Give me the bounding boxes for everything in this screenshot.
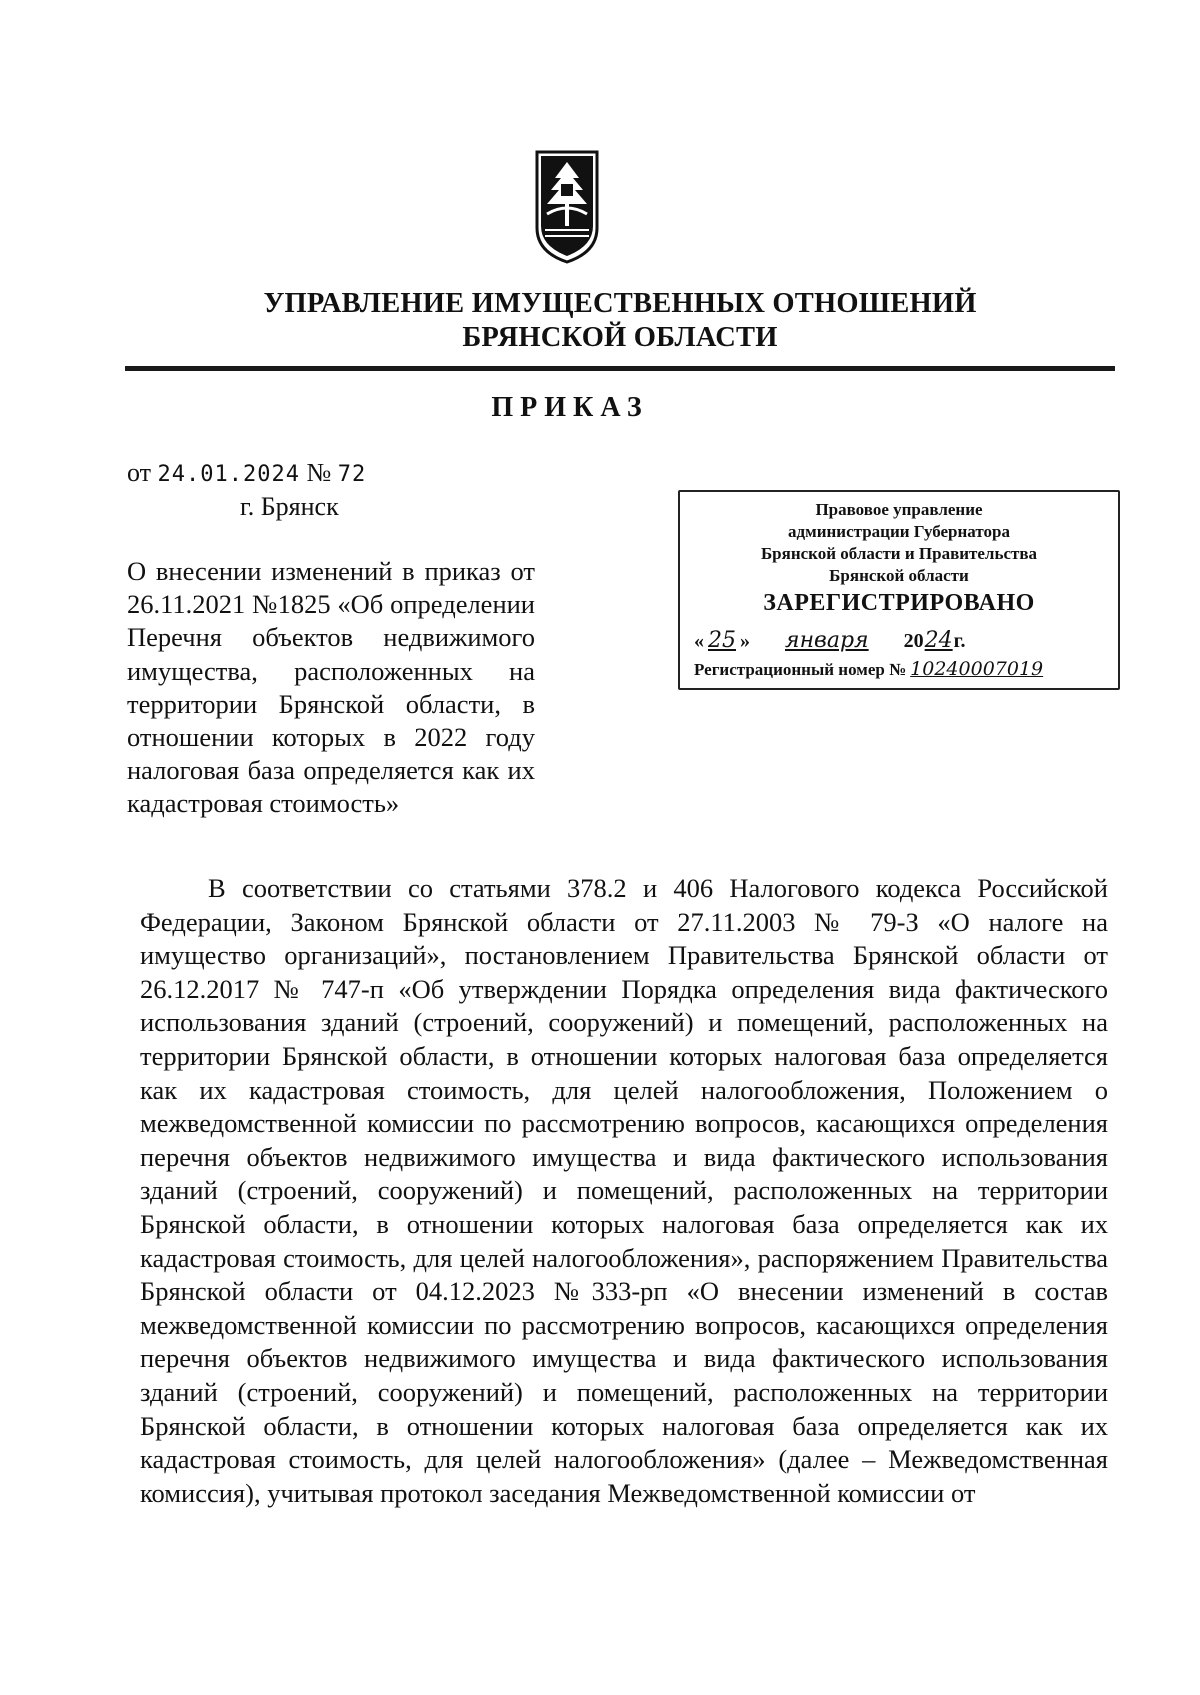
registration-stamp — [678, 490, 1120, 690]
stamp-year-prefix: 20 — [903, 630, 924, 652]
order-number-handwritten: 72 — [337, 462, 367, 487]
order-city: г. Брянск — [240, 492, 339, 521]
stamp-reg-label: Регистрационный номер № — [694, 660, 907, 679]
order-date-handwritten: 24.01.2024 — [157, 462, 300, 487]
stamp-registered-label: ЗАРЕГИСТРИРОВАНО — [763, 590, 1035, 616]
order-subject: О внесении изменений в приказ от 26.11.2021 №1825 «Об определении Перечня объектов недвижимого имущества, расположенных на территории Брянской области, в отношении которых в 2022 году налоговая база определяется как их кадастровая стоимость» — [127, 556, 535, 819]
organization-name-line1: УПРАВЛЕНИЕ ИМУЩЕСТВЕННЫХ ОТНОШЕНИЙ — [263, 288, 977, 319]
stamp-line-1: Правовое управление — [815, 500, 983, 519]
stamp-reg-number: 10240007019 — [910, 658, 1044, 680]
stamp-line-4: Брянской области — [829, 566, 969, 585]
document-title: ПРИКАЗ — [491, 392, 649, 423]
header-divider — [125, 366, 1115, 371]
stamp-line-3: Брянской области и Правительства — [760, 544, 1038, 563]
order-date-prefix: от — [127, 458, 152, 487]
organization-name-line2: БРЯНСКОЙ ОБЛАСТИ — [462, 322, 778, 353]
stamp-year-letter: г. — [953, 630, 966, 652]
stamp-registration-number-line — [694, 658, 1047, 680]
stamp-year-suffix: 24 — [924, 628, 953, 653]
stamp-month: января — [785, 628, 869, 653]
stamp-date: « 25 » января 2024г. — [694, 628, 966, 653]
order-date-line — [127, 458, 366, 488]
bryansk-coat-of-arms-icon — [535, 150, 599, 265]
body-paragraph: В соответствии со статьями 378.2 и 406 Налогового кодекса Российской Федерации, Законом Брянской области от 27.11.2003 № 79-З «О налоге на имущество организаций», постановлением Правительства Брянской области от 26.12.2017 № 747-п «Об утверждении Порядка определения вида фактического использования зданий (строений, сооружений) и помещений, расположенных на территории Брянской области, в отношении которых налоговая база определяется как их кадастровая стоимость, для целей налогообложения, Положением о межведомственной комиссии по рассмотрению вопросов, касающихся определения перечня объектов недвижимого имущества и вида фактического использования зданий (строений, сооружений) и помещений, расположенных на территории Брянской области, в отношении которых налоговая база определяется как их кадастровая стоимость, для целей налогообложения», распоряжением Правительства Брянской области от 04.12.2023 №333-рп «О внесении изменений в состав межведомственной комиссии по рассмотрению вопросов, касающихся определения перечня объектов недвижимого имущества и вида фактического использования зданий (строений, сооружений) и помещений, расположенных на территории Брянской области, в отношении которых налоговая база определяется как их кадастровая стоимость, для целей налогообложения» (далее – Межведомственная комиссия), учитывая протокол заседания Межведомственной комиссии от — [140, 873, 1108, 1508]
stamp-day: 25 — [708, 628, 736, 653]
order-number-sign: № — [306, 458, 332, 487]
stamp-line-2: администрации Губернатора — [788, 522, 1010, 541]
